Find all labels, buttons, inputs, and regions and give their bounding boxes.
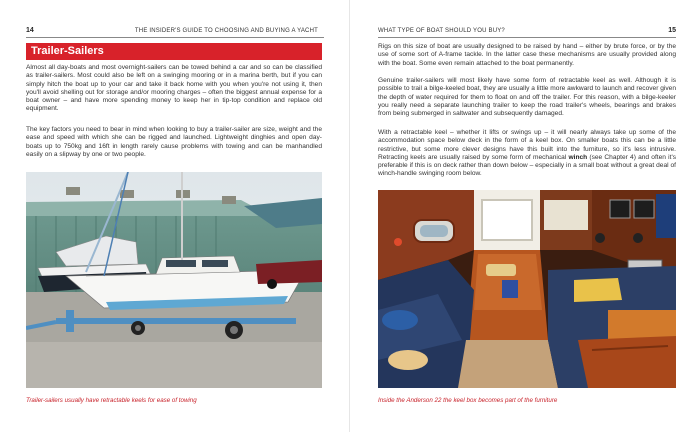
right-paragraph-3-start: With a retractable keel – whether it lifts or swings up – it will nearly always take up some of the accommodation space below deck in the form of a keel box. On smaller boats this can be a little restrictive, but some more clever designs have this built into the furniture, so it's less intrusive. Retracting keels are usually raised by some form of mechanical [378,129,676,161]
left-paragraph-2: The key factors you need to bear in mind when looking to buy a trailer-sailer are size, weight and the ease and speed with which she can be rigged and launched. Lightweight dinghies and open day-boats up to 750kg and 16ft in length rarely cause problems with towing and can be manhandled easily on a slipway by one or two people. [26,126,322,158]
section-title-banner: Trailer-Sailers [26,43,322,60]
header-rule-right [378,37,676,38]
right-paragraph-2: Genuine trailer-sailers will most likely have some form of retractable keel as well. Although it is possible to trail a bilge-keeled boat, they are usually a little more awkward to launch and recover given the depth of water required for them to float on and off the trailer. For this reason, with a bilge-keeler you really need a separate launching trailer to keep the road trailer's wheels, bearings and brakes from being submerged in saltwater and subsequently damaged. [378,77,676,118]
running-head-right: WHAT TYPE OF BOAT SHOULD YOU BUY? [378,28,505,34]
right-paragraph-3-end: (see Chapter 4) and often it's preferable if this is on deck rather than down below – especially in a small boat without a great deal of winch-handle swinging room below. [378,153,676,178]
right-page [350,0,700,432]
right-paragraph-1: Rigs on this size of boat are usually designed to be raised by hand – either by brute force, or by the use of some sort of A-frame tackle. In the latter case these mechanisms are usually provided along with the boat. Some even remain attached to the boat permanently. [378,43,676,67]
left-paragraph-1: Almost all day-boats and most overnight-sailers can be towed behind a car and so can be classified as trailer-sailers. Most could also be left on a swinging mooring or in a marina berth, but if you can simply hitch the boat up to your car and take it back home with you when you're not using it, then you'll avoid shelling out for storage and/or mooring charges – often the biggest annual expense for a boat owner – and have more spending money to keep her in tip-top condition and replace old equipment. [26,64,322,113]
running-head-left: THE INSIDER'S GUIDE TO CHOOSING AND BUYING A YACHT [134,28,318,34]
right-paragraph-3 [378,129,676,179]
left-photo-caption: Trailer-sailers usually have retractable keels for ease of towing [26,397,197,404]
cabin-interior-photo [378,190,676,388]
winch-term: winch [568,153,588,161]
trailer-sailer-photo [26,172,322,388]
header-rule-left [26,37,324,38]
page-number-right: 15 [668,27,676,34]
page-number-left: 14 [26,27,34,34]
right-photo-caption: Inside the Anderson 22 the keel box becomes part of the furniture [378,397,558,404]
